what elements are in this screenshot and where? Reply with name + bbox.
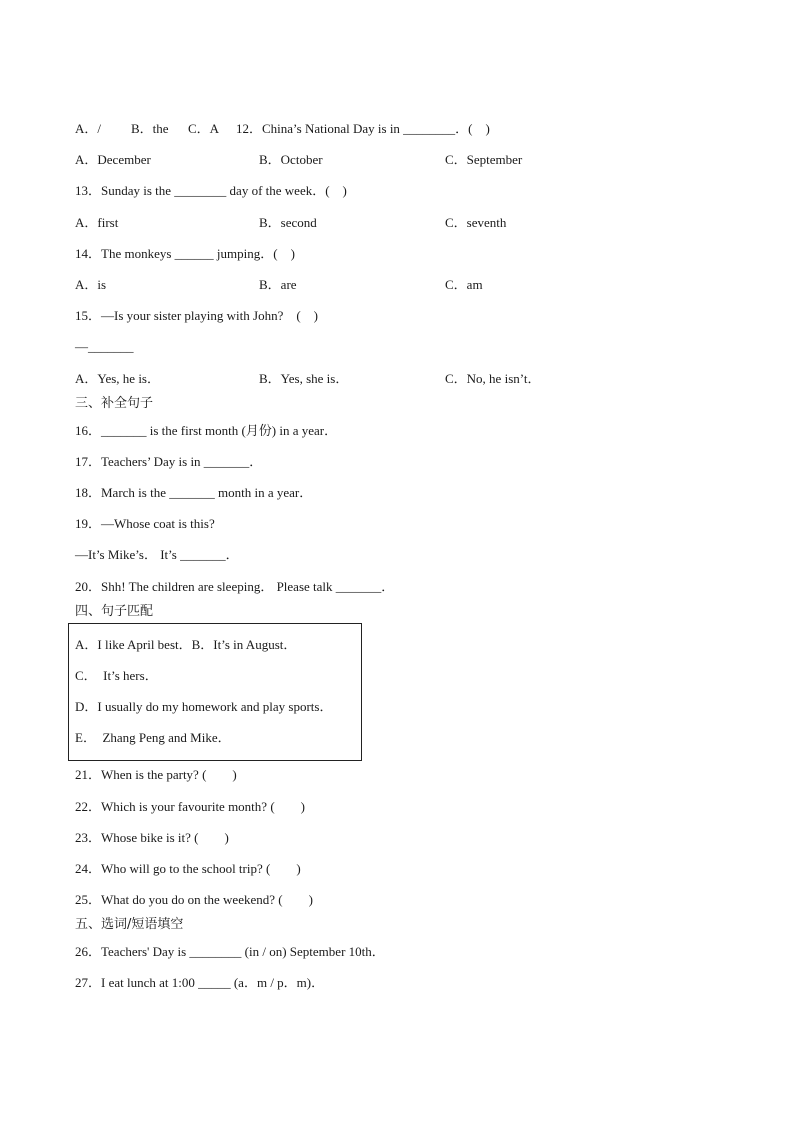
q13-stem: 13．Sunday is the ________ day of the week．( )	[75, 183, 347, 198]
q11-option-c: C．A	[188, 121, 220, 136]
q19-reply: —It’s Mike’s． It’s _______．	[75, 547, 239, 562]
q16: 16．_______ is the first month (月份) in a year．	[75, 423, 338, 438]
q14-stem: 14．The monkeys ______ jumping．( )	[75, 246, 295, 261]
q17: 17．Teachers’ Day is in _______．	[75, 454, 263, 469]
q12-option-a: A．December	[75, 152, 151, 167]
q12-stem: 12．China’s National Day is in ________．( )	[236, 121, 490, 136]
q20: 20．Shh! The children are sleeping． Please talk _______．	[75, 579, 395, 594]
q24: 24．Who will go to the school trip? ( )	[75, 861, 301, 876]
q12-option-c: C．September	[445, 152, 523, 167]
q11-option-b: B．the	[131, 121, 169, 136]
q13-option-c: C．seventh	[445, 215, 507, 230]
q15-option-a: A．Yes, he is．	[75, 371, 160, 386]
q12-option-b: B．October	[259, 152, 323, 167]
q14-option-c: C．am	[445, 277, 483, 292]
q26: 26．Teachers' Day is ________ (in / on) September 10th．	[75, 944, 385, 959]
box-line-4: E． Zhang Peng and Mike．	[75, 730, 231, 745]
q25: 25．What do you do on the weekend? ( )	[75, 892, 313, 907]
q15-option-c: C．No, he isn’t．	[445, 371, 541, 386]
q18: 18．March is the _______ month in a year．	[75, 485, 313, 500]
q15-answer-line: —_______	[75, 339, 134, 354]
q22: 22．Which is your favourite month? ( )	[75, 799, 305, 814]
q11-option-a: A．/	[75, 121, 102, 136]
q15-option-b: B．Yes, she is．	[259, 371, 349, 386]
box-line-1: A．I like April best．B．It’s in August．	[75, 637, 297, 652]
box-line-2: C． It’s hers．	[75, 668, 158, 683]
q23: 23．Whose bike is it? ( )	[75, 830, 229, 845]
q14-option-a: A．is	[75, 277, 107, 292]
section-4-title: 四、句子匹配	[75, 604, 154, 619]
q21: 21．When is the party? ( )	[75, 767, 237, 782]
section-5-title: 五、选词/短语填空	[75, 917, 184, 932]
q15-stem: 15．—Is your sister playing with John? ( )	[75, 308, 319, 323]
section-3-title: 三、补全句子	[75, 396, 154, 411]
q14-option-b: B．are	[259, 277, 297, 292]
q13-option-a: A．first	[75, 215, 119, 230]
q13-option-b: B．second	[259, 215, 317, 230]
box-line-3: D．I usually do my homework and play sports．	[75, 699, 333, 714]
q19: 19．—Whose coat is this?	[75, 516, 215, 531]
q27: 27．I eat lunch at 1:00 _____ (a．m / p．m)．	[75, 975, 325, 990]
